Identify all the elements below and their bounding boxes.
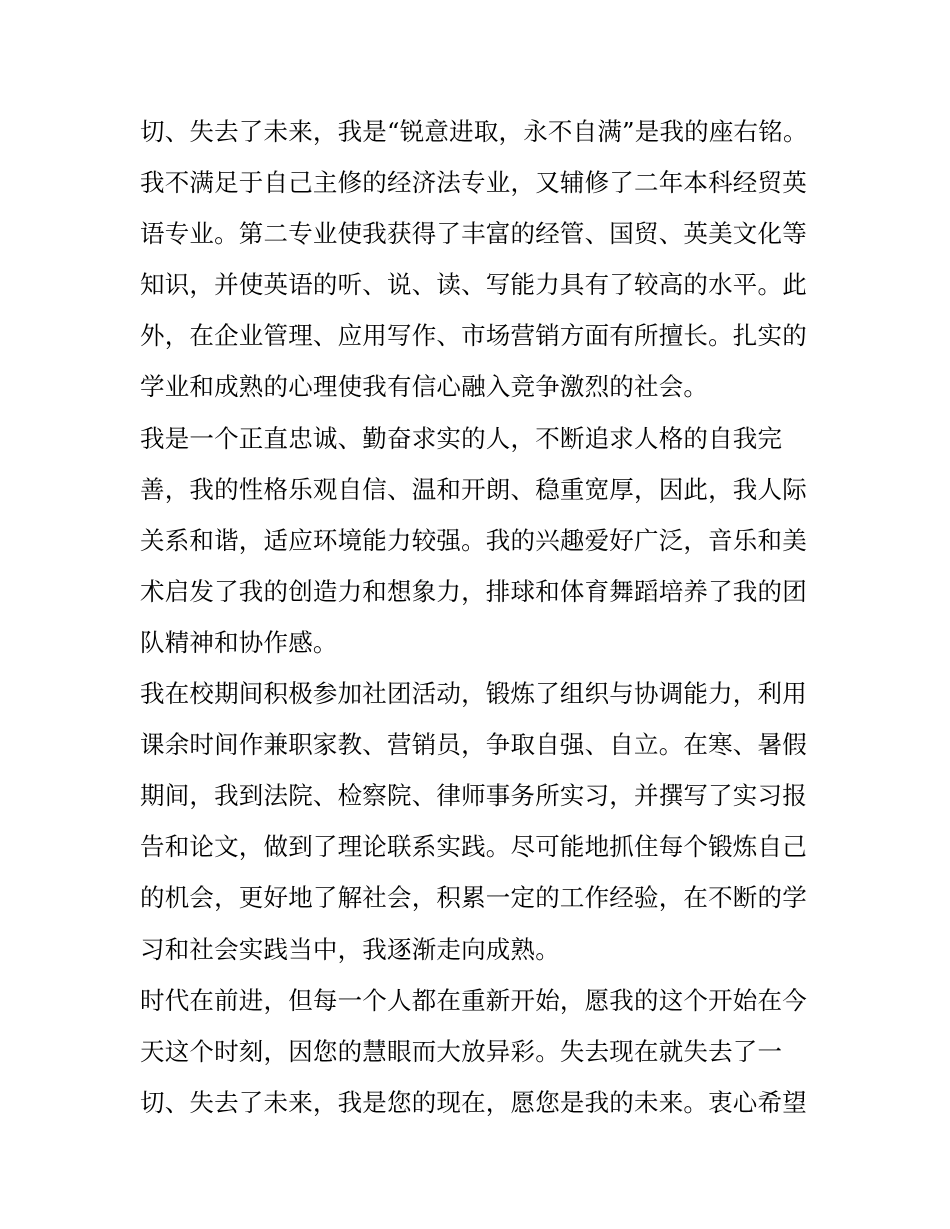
text-line: 术启发了我的创造力和想象力，排球和体育舞蹈培养了我的团 <box>140 576 807 606</box>
text-line: 外，在企业管理、应用写作、市场营销方面有所擅长。扎实的 <box>140 321 807 351</box>
text-line: 我不满足于自己主修的经济法专业，又辅修了二年本科经贸英 <box>140 168 807 198</box>
text-line: 习和社会实践当中，我逐渐走向成熟。 <box>140 934 560 964</box>
text-line: 切、失去了未来，我是您的现在，愿您是我的未来。衷心希望 <box>140 1087 807 1117</box>
text-line: 天这个时刻，因您的慧眼而大放异彩。失去现在就失去了一 <box>140 1036 783 1066</box>
text-line: 课余时间作兼职家教、营销员，争取自强、自立。在寒、暑假 <box>140 730 807 760</box>
text-line: 队精神和协作感。 <box>140 627 338 657</box>
text-line: 我在校期间积极参加社团活动，锻炼了组织与协调能力，利用 <box>140 679 807 709</box>
text-line: 学业和成熟的心理使我有信心融入竞争激烈的社会。 <box>140 372 709 402</box>
text-line: 关系和谐，适应环境能力较强。我的兴趣爱好广泛，音乐和美 <box>140 525 807 555</box>
text-line: 语专业。第二专业使我获得了丰富的经管、国贸、英美文化等 <box>140 219 807 249</box>
text-line: 知识，并使英语的听、说、读、写能力具有了较高的水平。此 <box>140 270 807 300</box>
text-line: 期间，我到法院、检察院、律师事务所实习，并撰写了实习报 <box>140 781 807 811</box>
document-body <box>140 106 820 1128</box>
text-line: 告和论文，做到了理论联系实践。尽可能地抓住每个锻炼自己 <box>140 832 807 862</box>
text-line: 时代在前进，但每一个人都在重新开始，愿我的这个开始在今 <box>140 985 807 1015</box>
text-line: 的机会，更好地了解社会，积累一定的工作经验，在不断的学 <box>140 883 807 913</box>
text-line: 切、失去了未来，我是“锐意进取，永不自满”是我的座右铭。 <box>140 117 808 146</box>
text-line: 我是一个正直忠诚、勤奋求实的人，不断追求人格的自我完 <box>140 423 783 453</box>
text-line: 善，我的性格乐观自信、温和开朗、稳重宽厚，因此，我人际 <box>140 474 807 504</box>
